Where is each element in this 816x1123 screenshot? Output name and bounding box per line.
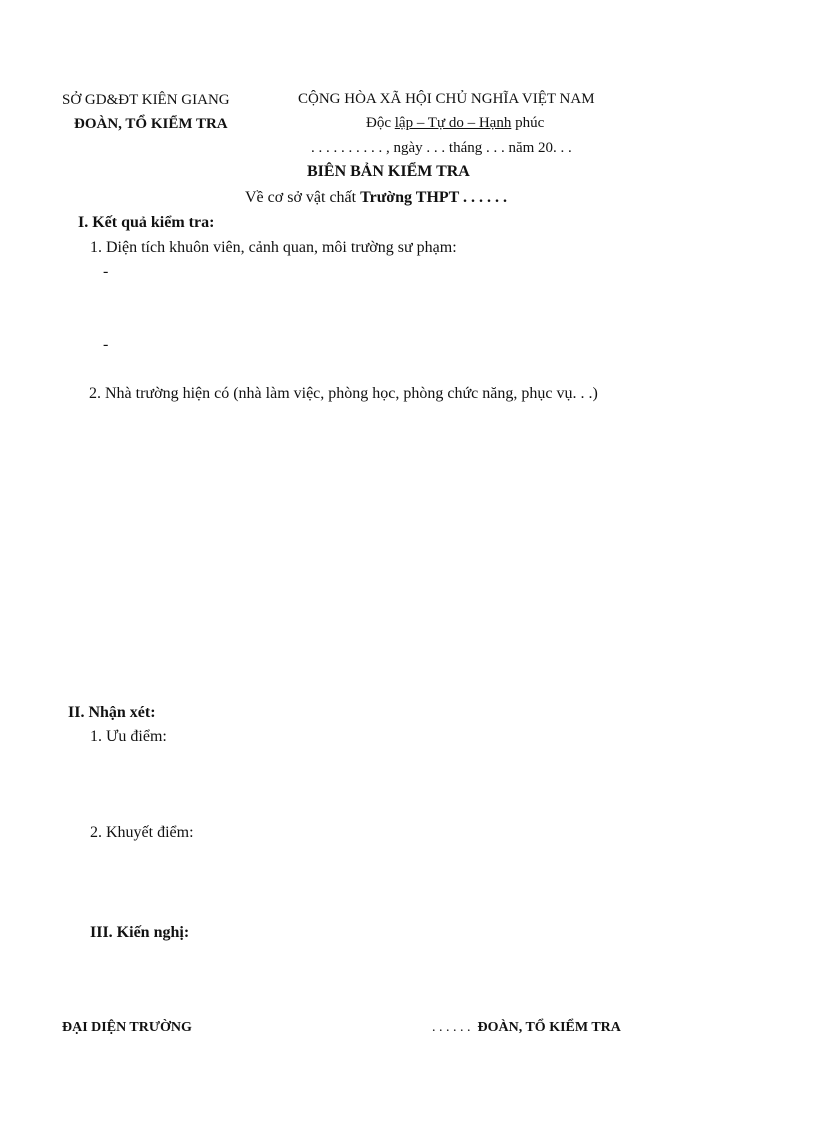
national-title: CỘNG HÒA XÃ HỘI CHỦ NGHĨA VIỆT NAM	[298, 91, 595, 107]
document-subtitle	[245, 188, 507, 207]
section-1-dash-2: -	[103, 336, 109, 353]
motto-part3: phúc	[511, 115, 545, 131]
motto-part2: lập – Tự do – Hạnh	[394, 115, 512, 131]
document-title: BIÊN BẢN KIỂM TRA	[307, 163, 470, 180]
subtitle-school: Trường THPT . . . . . .	[360, 189, 508, 206]
section-3-heading: III. Kiến nghị:	[90, 924, 190, 941]
signature-inspection-team	[432, 1020, 621, 1037]
section-1-item-1: 1. Diện tích khuôn viên, cảnh quan, môi trường sư phạm:	[90, 239, 457, 256]
section-1-heading: I. Kết quả kiểm tra:	[78, 214, 215, 231]
section-2-heading: II. Nhận xét:	[68, 704, 156, 721]
section-2-item-1: 1. Ưu điểm:	[90, 728, 167, 745]
department-name: SỞ GD&ĐT KIÊN GIANG	[62, 92, 230, 108]
national-motto	[366, 114, 544, 132]
date-line: . . . . . . . . . . , ngày . . . tháng . . . năm 20. . .	[311, 140, 572, 156]
section-1-item-2: 2. Nhà trường hiện có (nhà làm việc, phòng học, phòng chức năng, phục vụ. . .)	[89, 385, 598, 402]
signature-dots: . . . . . .	[432, 1020, 471, 1035]
subtitle-prefix: Về cơ sở vật chất	[245, 189, 361, 206]
inspection-team-header: ĐOÀN, TỔ KIỂM TRA	[74, 116, 228, 132]
motto-part1: Độc	[366, 115, 395, 131]
section-2-item-2: 2. Khuyết điểm:	[90, 824, 194, 841]
section-1-dash-1: -	[103, 263, 109, 280]
signature-team-label: ĐOÀN, TỔ KIỂM TRA	[477, 1020, 621, 1035]
signature-school-rep: ĐẠI DIỆN TRƯỜNG	[62, 1020, 192, 1035]
